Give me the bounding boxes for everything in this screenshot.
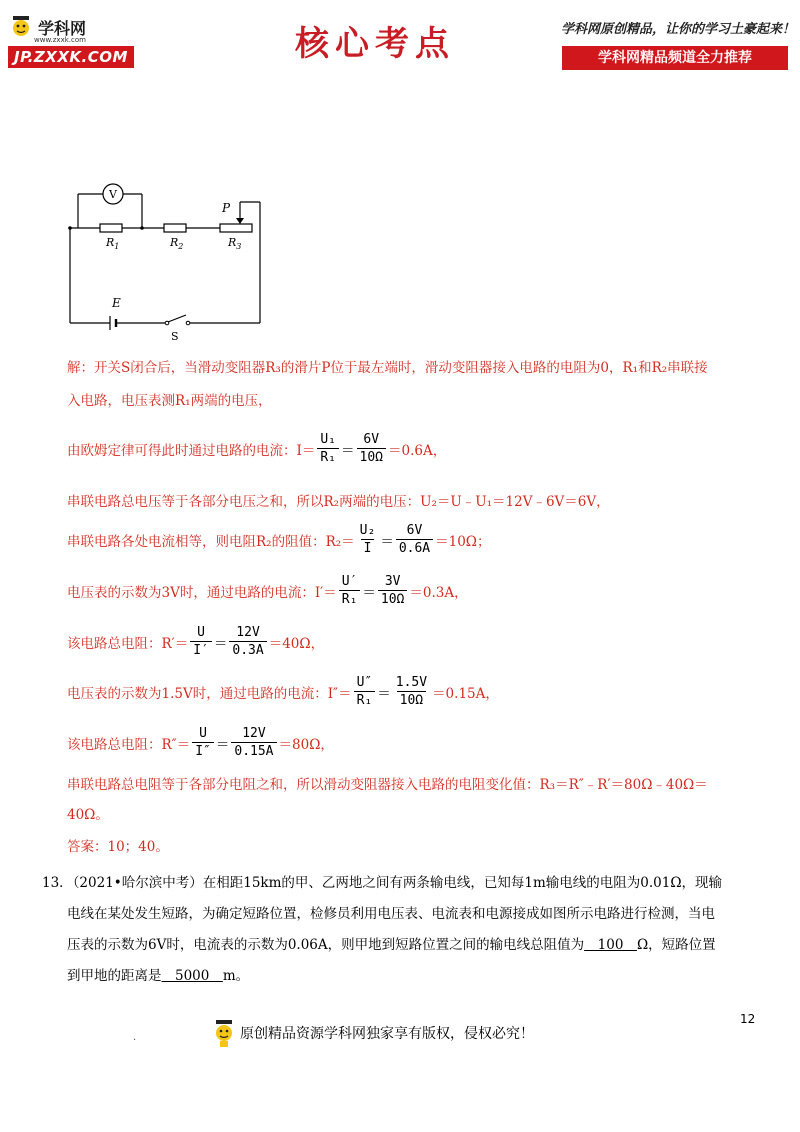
r2-label: $R_2$ xyxy=(170,236,184,251)
question-text-c2: Ω，短路位置 xyxy=(636,937,716,953)
question-text-d1: 到甲地的距离是 xyxy=(67,968,162,984)
equation-3: 电压表的示数为3V时，通过电路的电流：I′＝ $\frac{U'}{\text{R₁}}$ ＝ $\frac{3V}{10\Omega}$ ＝0.3A， xyxy=(67,574,468,607)
mascot-icon xyxy=(212,1018,236,1048)
r1-label: $R_1$ xyxy=(106,236,120,251)
answer-blank-1: 100 xyxy=(584,937,637,953)
equation-2: 串联电路各处电流相等，则电阻R₂的阻值：R₂＝ $\frac{\text{U₂}}{I}$ ＝ $\frac{6V}{0.6A}$ ＝10Ω； xyxy=(67,523,491,556)
equation-4-prefix: 该电路总电阻：R′＝ xyxy=(67,635,189,652)
resistor-r2 xyxy=(164,224,186,232)
solution-line-3: 串联电路总电压等于各部分电压之和，所以R₂两端的电压：U₂＝U﹣U₁＝12V﹣6V＝6V， xyxy=(67,494,610,510)
equation-1: 由欧姆定律可得此时通过电路的电流：I＝ $\frac{\text{U₁}}{\text{R₁}}$ ＝ $\frac{6V}{10\Omega}$ ＝0.6A， xyxy=(67,432,447,465)
question-text-a: （2021•哈尔滨中考）在相距15km的甲、乙两地之间有两条输电线，已知每1m输电线的电阻为0.01Ω，现输 xyxy=(72,875,723,891)
fraction: $\frac{1.5V}{10\Omega}$ xyxy=(395,675,428,708)
channel-banner: 学科网精品频道全力推荐 xyxy=(562,46,788,70)
fraction: $\frac{U''}{\text{R₁}}$ xyxy=(354,675,376,708)
fraction: $\frac{12V}{0.15A}$ xyxy=(231,726,276,759)
equation-3-prefix: 电压表的示数为3V时，通过电路的电流：I′＝ xyxy=(67,584,337,601)
resistor-r3 xyxy=(220,224,252,232)
footer-copyright: 原创精品资源学科网独家享有版权，侵权必究！ xyxy=(240,1026,534,1042)
fraction: $\frac{U}{I'}$ xyxy=(190,625,212,658)
fraction: $\frac{U}{I''}$ xyxy=(192,726,214,759)
header-title: 核心考点 xyxy=(295,24,455,64)
equation-3-result: ＝0.3A， xyxy=(409,584,468,601)
equation-2-result: ＝10Ω； xyxy=(435,533,491,550)
footer-dot: . xyxy=(133,1032,137,1043)
fraction: $\frac{12V}{0.3A}$ xyxy=(229,625,266,658)
equation-5: 电压表的示数为1.5V时，通过电路的电流：I″＝ $\frac{U''}{\text{R₁}}$ ＝ $\frac{1.5V}{10\Omega}$ ＝0.15A， xyxy=(67,675,499,708)
voltmeter-label: V xyxy=(109,188,117,201)
question-13 xyxy=(42,868,762,992)
solution-line-1b: 入电路，电压表测R₁两端的电压， xyxy=(67,393,272,409)
resistor-r1 xyxy=(100,224,122,232)
fraction: $\frac{6V}{0.6A}$ xyxy=(396,523,433,556)
circuit-diagram xyxy=(60,180,280,340)
fraction: $\frac{\text{U₁}}{\text{R₁}}$ xyxy=(317,432,339,465)
site-logo xyxy=(8,14,160,74)
equation-1-result: ＝0.6A， xyxy=(387,442,447,459)
solution-line-1: 解：开关S闭合后，当滑动变阻器R₃的滑片P位于最左端时，滑动变阻器接入电路的电阻为0，R₁和R₂串联接 xyxy=(67,360,708,376)
solution-line-9b: 40Ω。 xyxy=(67,807,109,823)
fraction: $\frac{\text{U₂}}{I}$ xyxy=(359,523,376,556)
equation-6-result: ＝80Ω， xyxy=(278,736,334,753)
page-number: 12 xyxy=(740,1012,756,1026)
r3-label: $R_3$ xyxy=(228,236,242,251)
logo-subtitle: www.zxxk.com xyxy=(34,36,86,44)
fraction: $\frac{3V}{10\Omega}$ xyxy=(378,574,407,607)
equation-4-result: ＝40Ω， xyxy=(268,635,325,652)
question-number: 13． xyxy=(42,875,73,891)
header-slogan: 学科网原创精品，让你的学习土豪起来！ xyxy=(560,22,795,37)
fraction: $\frac{6V}{10\Omega}$ xyxy=(357,432,386,465)
solution-line-9: 串联电路总电阻等于各部分电阻之和，所以滑动变阻器接入电路的电阻变化值：R₃＝R″﹣R′＝80Ω﹣40Ω＝ xyxy=(67,777,708,793)
question-text-d2: m。 xyxy=(222,968,250,984)
equation-6: 该电路总电阻：R″＝ $\frac{U}{I''}$ ＝ $\frac{12V}{0.15A}$ ＝80Ω， xyxy=(67,726,334,759)
logo-url[interactable]: JP.ZXXK.COM xyxy=(8,46,134,68)
equation-2-prefix: 串联电路各处电流相等，则电阻R₂的阻值：R₂＝ xyxy=(67,533,355,550)
equation-5-prefix: 电压表的示数为1.5V时，通过电路的电流：I″＝ xyxy=(67,685,352,702)
source-label: E xyxy=(112,296,121,310)
switch-label: S xyxy=(171,330,179,340)
equation-5-result: ＝0.15A， xyxy=(432,685,499,702)
answer-blank-2: 5000 xyxy=(161,968,223,984)
answer-text: 答案：10；40。 xyxy=(67,839,169,855)
mascot-icon xyxy=(8,14,34,40)
logo-name: 学科网 xyxy=(38,18,87,38)
equation-4: 该电路总电阻：R′＝ $\frac{U}{I'}$ ＝ $\frac{12V}{0.3A}$ ＝40Ω， xyxy=(67,625,325,658)
equation-6-prefix: 该电路总电阻：R″＝ xyxy=(67,736,191,753)
fraction: $\frac{U'}{\text{R₁}}$ xyxy=(339,574,361,607)
slider-label: P xyxy=(222,201,231,215)
question-text-c1: 压表的示数为6V时，电流表的示数为0.06A，则甲地到短路位置之间的输电线总阻值为 xyxy=(67,937,585,953)
equation-1-prefix: 由欧姆定律可得此时通过电路的电流：I＝ xyxy=(67,442,316,459)
question-text-b: 电线在某处发生短路，为确定短路位置，检修员利用电压表、电流表和电源接成如图所示电路进行检测，当电 xyxy=(67,906,715,922)
footer xyxy=(212,1018,592,1048)
